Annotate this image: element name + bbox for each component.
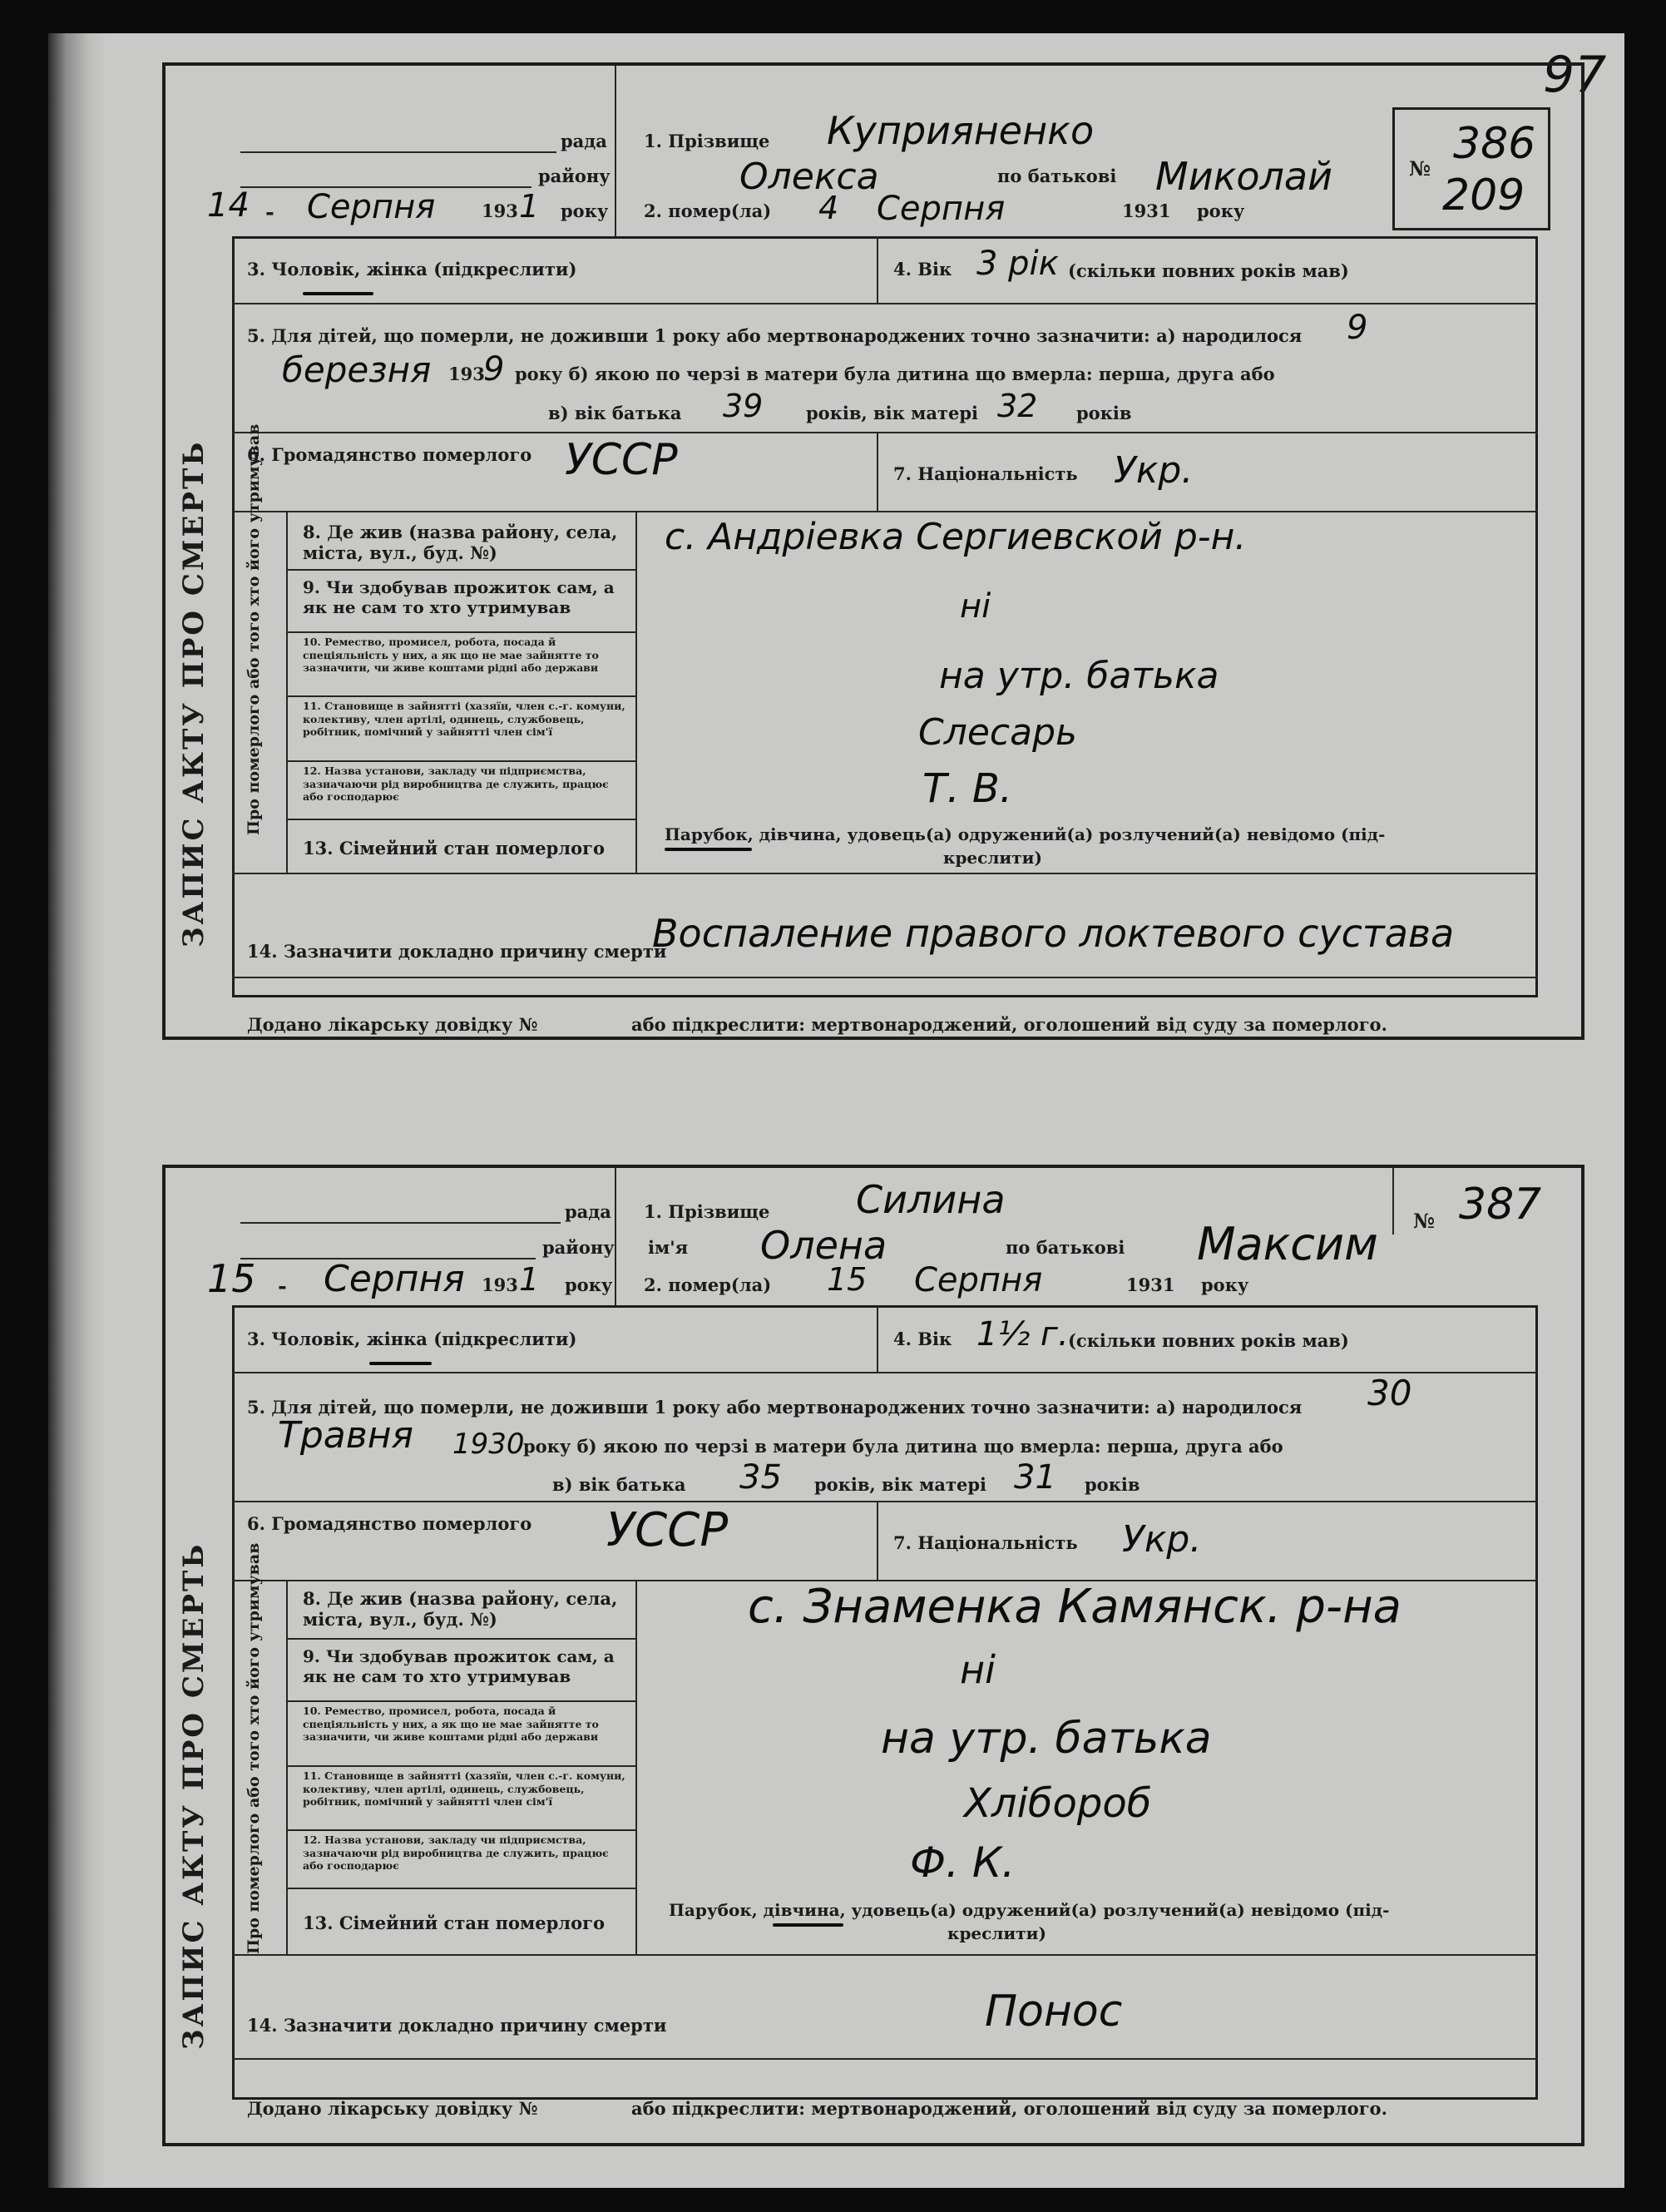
father-age: 39 bbox=[723, 388, 764, 424]
occupation: на утр. батька bbox=[881, 1714, 1212, 1764]
record-side-title: ЗАПИС АКТУ ПРО СМЕРТЬ bbox=[177, 1541, 210, 2050]
surname: Куприяненко bbox=[827, 108, 1095, 153]
patronymic: Максим bbox=[1197, 1218, 1378, 1270]
n11-label: 11. Становище в зайнятті (хазяїн, член с.-г. комуни, колективу, член артілі, одинець, службовець, робітник, помічний у зайнятті член сім'ї bbox=[303, 700, 625, 739]
record-2-table bbox=[232, 1305, 1538, 2100]
n10-label: 10. Ремество, промисел, робота, посада й спеціяльність у них, а як що не мае зайнятте то зазначити, чи живе коштами рідні або держави bbox=[303, 636, 599, 675]
n2-label: 2. помер(ла) bbox=[644, 1274, 772, 1295]
n13-options: Парубок, дівчина, удовець(а) одружений(а) розлучений(а) невідомо (під- bbox=[665, 824, 1386, 844]
mother-age: 32 bbox=[997, 388, 1038, 424]
nationality: Укр. bbox=[1114, 449, 1194, 492]
side-group-label: Про померлого або того хто його утримував bbox=[245, 423, 263, 835]
roku-label: року bbox=[561, 200, 609, 221]
death-record-1: ЗАПИС АКТУ ПРО СМЕРТЬ рада району 14 - Серпня 193 1 року 1. Прізвище Куприяненко Олекса по батькові Миколай 2. помер(ла) 4 Серпня 1931 року № 386 209 3. Чоловік, жінка (підкреслити) 4. Вік 3 рік (скільки повних років мав) 5. Для дітей, що померли, не доживши 1 року або мертвонароджених точно зазначити: а) народилося 9 березня 193 9 року б) якою по черзі в матери була дитина що вмерла: перша, друга або в) вік батька 39 років, вік матері 32 років 6. Громадянство померлого УССР 7. Національність Укр. Про померлого або того хто його утримував 8. Де жив (назва району, села, міста, вул., буд. №) с. Андріевка Сергиевской р-н. 9. Чи здобував прожиток сам, а як не сам то хто утримував ні 10. Ремество, промисел, робота, посада й спеціяльність у них, а як що не мае зайнятте то зазначити, чи живе коштами рідні або держави на утр. батька 11. Становище в зайнятті (хазяїн, член с.-г. комуни, колективу, член артілі, одинець, службовець, робітник, помічний у зайнятті член сім'ї Слесарь 12. Назва установи, закладу чи підприємства, зазначаючи рід виробництва де служить, працює або господарює Т. В. 13. Сімейний стан померлого Парубок, дівчина, удовець(а) одружений(а) розлучений(а) невідомо (під- креслити) 14. Зазначити докладно причину смерти Воспаление правого локтевого сустава Додано лікарську довідку № або підкреслити: мертвонароджений, оголошений від суду за померлого. bbox=[162, 62, 1584, 1040]
footer-b: або підкреслити: мертвонароджений, оголошений від суду за померлого. bbox=[631, 1014, 1387, 1035]
n7-label: 7. Національність bbox=[893, 463, 1078, 484]
male-underline bbox=[303, 292, 373, 295]
institution: Т. В. bbox=[922, 765, 1013, 812]
father-age: 35 bbox=[739, 1458, 782, 1497]
first-name: Олена bbox=[760, 1223, 887, 1268]
death-day: 15 bbox=[827, 1261, 868, 1298]
death-month: Серпня bbox=[914, 1261, 1043, 1299]
record-side-title: ЗАПИС АКТУ ПРО СМЕРТЬ bbox=[177, 439, 210, 948]
mother-age: 31 bbox=[1014, 1458, 1056, 1497]
position: Хлібороб bbox=[964, 1780, 1152, 1827]
n3-label: 3. Чоловік, жінка (підкреслити) bbox=[247, 259, 577, 280]
footer-a: Додано лікарську довідку № bbox=[247, 1014, 538, 1035]
residence: с. Андріевка Сергиевской р-н. bbox=[665, 516, 1247, 558]
patronymic-label: по батькові bbox=[997, 166, 1117, 186]
first-name: Олекса bbox=[739, 156, 879, 198]
n6-label: 6. Громадянство померлого bbox=[247, 444, 532, 465]
age: 1½ г. bbox=[976, 1315, 1069, 1353]
death-month: Серпня bbox=[877, 190, 1006, 228]
marital-underline bbox=[773, 1923, 843, 1927]
rada-label: рада bbox=[561, 131, 607, 151]
self-support: ні bbox=[960, 587, 991, 626]
born-month: Травня bbox=[278, 1414, 413, 1457]
reg-day: 14 bbox=[207, 186, 250, 225]
citizenship: УССР bbox=[565, 435, 678, 485]
record-number-2: 209 bbox=[1442, 171, 1525, 220]
binding-edge bbox=[48, 33, 106, 2188]
death-year: 1931 bbox=[1122, 200, 1171, 221]
record-number: 387 bbox=[1459, 1180, 1542, 1230]
born-month: березня bbox=[282, 349, 432, 390]
n14-label: 14. Зазначити докладно причину смерти bbox=[247, 941, 667, 962]
cause-of-death: Воспаление правого локтевого сустава bbox=[652, 911, 1455, 956]
raionu-label: району bbox=[538, 166, 611, 186]
n9-label: 9. Чи здобував прожиток сам, а як не сам то хто утримував bbox=[303, 577, 615, 617]
born-year: 1930 bbox=[452, 1428, 525, 1461]
nationality: Укр. bbox=[1122, 1518, 1202, 1561]
death-record-2: ЗАПИС АКТУ ПРО СМЕРТЬ рада району 15 - Серпня 193 1 року 1. Прізвище Силина ім'я Олена по батькові Максим 2. помер(ла) 15 Серпня 1931 року № 387 3. Чоловік, жінка (підкреслити) 4. Вік 1½ г. (скільки повних років мав) 5. Для дітей, що померли, не доживши 1 року або мертвонароджених точно зазначити: а) народилося 30 Травня 1930 року б) якою по черзі в матери була дитина що вмерла: перша, друга або в) вік батька 35 років, вік матері 31 років 6. Громадянство померлого УССР 7. Національність Укр. Про померлого або того хто його утримував 8. Де жив (назва району, села, міста, вул., буд. №) с. Знаменка Камянск. р-на 9. Чи здобував прожиток сам, а як не сам то хто утримував ні 10. Ремество, промисел, робота, посада й спеціяльність у них, а як що не мае зайнятте то зазначити, чи живе коштами рідні або держави на утр. батька 11. Становище в зайнятті (хазяїн, член с.-г. комуни, колективу, член артілі, одинець, службовець, робітник, помічний у зайнятті член сім'ї Хлібороб 12. Назва установи, закладу чи підприємства, зазначаючи рід виробництва де служить, працює або господарює Ф. К. 13. Сімейний стан померлого Парубок, дівчина, удовець(а) одружений(а) розлучений(а) невідомо (під- креслити) 14. Зазначити докладно причину смерти Понос Додано лікарську довідку № або підкреслити: мертвонароджений, оголошений від суду за померлого. bbox=[162, 1165, 1584, 2146]
cause-of-death: Понос bbox=[985, 1987, 1123, 2036]
born-day: 9 bbox=[1347, 309, 1368, 347]
occupation: на утр. батька bbox=[939, 655, 1219, 697]
born-year-digit: 9 bbox=[483, 350, 505, 388]
reg-month: Серпня bbox=[307, 188, 436, 226]
marital-underline bbox=[665, 848, 752, 851]
n2-label: 2. помер(ла) bbox=[644, 200, 772, 221]
female-underline bbox=[369, 1362, 432, 1365]
reg-day: 15 bbox=[207, 1256, 256, 1301]
reg-year-digit: 1 bbox=[519, 1261, 540, 1298]
born-day: 30 bbox=[1367, 1373, 1412, 1413]
death-day: 4 bbox=[818, 190, 839, 226]
self-support: ні bbox=[960, 1647, 996, 1692]
n1-label: 1. Прізвище bbox=[644, 131, 770, 151]
reg-year-prefix: 193 bbox=[482, 200, 518, 221]
age: 3 рік bbox=[976, 245, 1059, 283]
n13-label: 13. Сімейний стан померлого bbox=[303, 838, 605, 859]
n1-label: 1. Прізвище bbox=[644, 1201, 770, 1222]
n8-label: 8. Де жив (назва району, села, міста, вул., буд. №) bbox=[303, 522, 618, 564]
reg-month: Серпня bbox=[324, 1258, 465, 1300]
archive-page-number: 97 bbox=[1543, 46, 1607, 104]
citizenship: УССР bbox=[606, 1503, 729, 1557]
n4-label: 4. Вік bbox=[893, 259, 952, 280]
record-number: 386 bbox=[1453, 119, 1536, 169]
reg-year-digit: 1 bbox=[519, 188, 540, 225]
surname: Силина bbox=[856, 1177, 1006, 1222]
n12-label: 12. Назва установи, закладу чи підприємства, зазначаючи рід виробництва де служить, працює або господарює bbox=[303, 765, 609, 804]
n5-label: 5. Для дітей, що померли, не доживши 1 року або мертвонароджених точно зазначити: а) народилося bbox=[247, 325, 1303, 346]
institution: Ф. К. bbox=[910, 1838, 1016, 1887]
residence: с. Знаменка Камянск. р-на bbox=[748, 1580, 1402, 1634]
patronymic: Миколай bbox=[1155, 154, 1332, 199]
position: Слесарь bbox=[918, 711, 1077, 754]
